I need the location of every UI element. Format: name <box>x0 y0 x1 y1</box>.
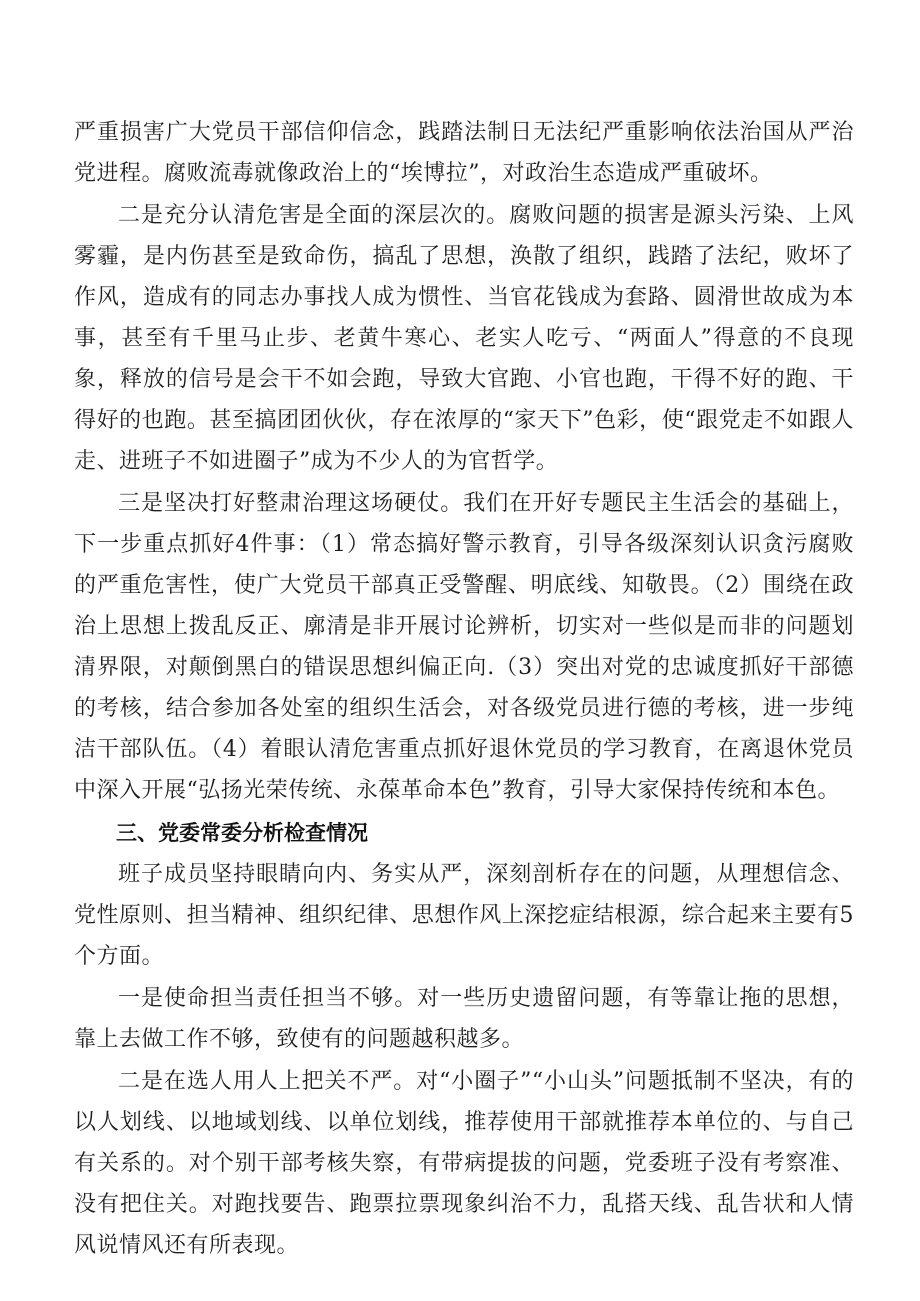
paragraph-point-two: 二是充分认清危害是全面的深层次的。腐败问题的损害是源头污染、上风雾霾，是内伤甚至是致命伤，搞乱了思想，涣散了组织，践踏了法纪，败坏了作风，造成有的同志办事找人成为惯性、当官花钱成为套路、圆滑世故成为本事，甚至有千里马止步、老黄牛寒心、老实人吃亏、“两面人”得意的不良现象，释放的信号是会干不如会跑，导致大官跑、小官也跑，干得不好的跑、干得好的也跑。甚至搞团团伙伙，存在浓厚的“家天下”色彩，使“跟党走不如跟人走、进班子不如进圈子”成为不少人的为官哲学。 <box>74 203 854 474</box>
document-body <box>74 112 854 1267</box>
section-heading: 三、党委常委分析检查情况 <box>116 821 368 845</box>
paragraph-issue-two: 二是在选人用人上把关不严。对“小圈子”“小山头”问题抵制不坚决，有的以人划线、以地域划线、以单位划线，推荐使用干部就推荐本单位的、与自己有关系的。对个别干部考核失察，有带病提拔的问题，党委班子没有考察准、没有把住关。对跑找要告、跑票拉票现象纠治不力，乱搭天线、乱告状和人情风说情风还有所表现。 <box>74 1069 854 1258</box>
paragraph-issue-one: 一是使命担当责任担当不够。对一些历史遗留问题，有等靠让拖的思想，靠上去做工作不够，致使有的问题越积越多。 <box>74 986 854 1052</box>
paragraph-intro: 班子成员坚持眼睛向内、务实从严，深刻剖析存在的问题，从理想信念、党性原则、担当精神、组织纪律、思想作风上深挖症结根源，综合起来主要有5个方面。 <box>74 862 854 969</box>
paragraph-continuation: 严重损害广大党员干部信仰信念，践踏法制日无法纪严重影响依法治国从严治党进程。腐败流毒就像政治上的“埃博拉”，对政治生态造成严重破坏。 <box>74 120 854 186</box>
paragraph-point-three: 三是坚决打好整肃治理这场硬仗。我们在开好专题民主生活会的基础上，下一步重点抓好4件事：（1）常态搞好警示教育，引导各级深刻认识贪污腐败的严重危害性，使广大党员干部真正受警醒、明底线、知敬畏。（2）围绕在政治上思想上拨乱反正、廓清是非开展讨论辨析，切实对一些似是而非的问题划清界限，对颠倒黑白的错误思想纠偏正向.（3）突出对党的忠诚度抓好干部德的考核，结合参加各处室的组织生活会，对各级党员进行德的考核，进一步纯洁干部队伍。（4）着眼认清危害重点抓好退休党员的学习教育，在离退休党员中深入开展“弘扬光荣传统、永葆革命本色”教育，引导大家保持传统和本色。 <box>74 491 854 803</box>
